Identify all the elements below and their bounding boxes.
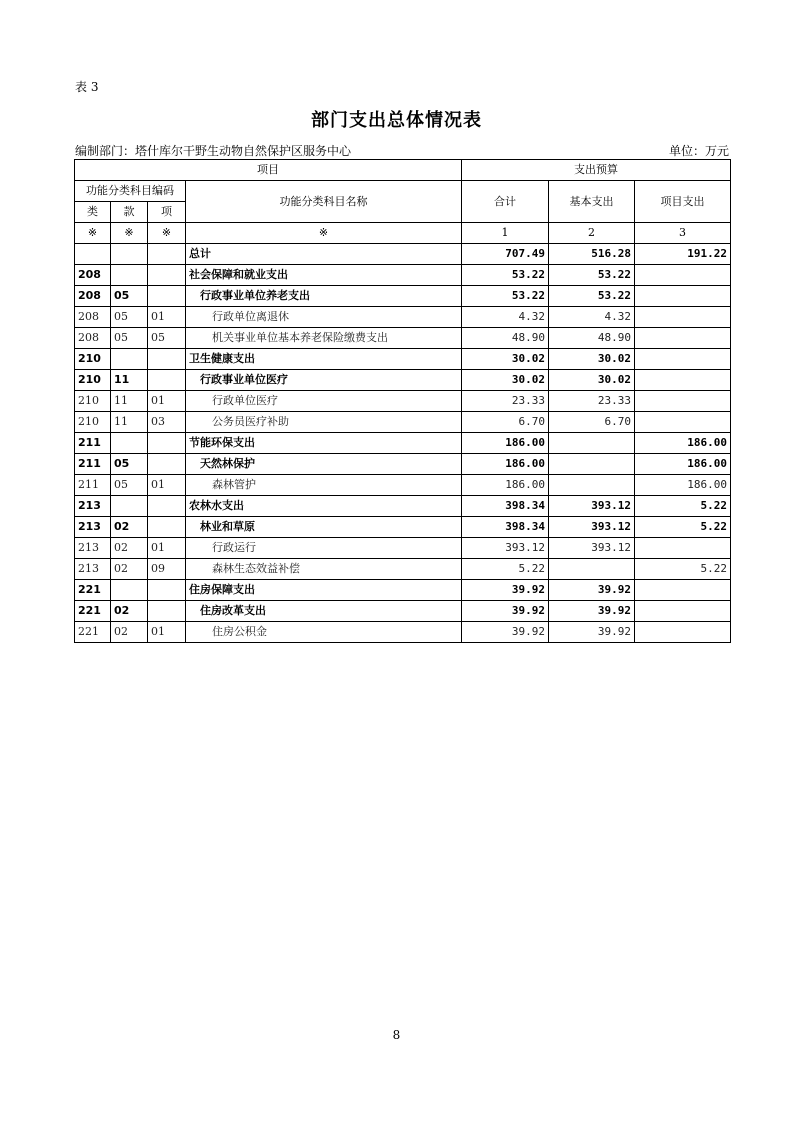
cell-xiang [148, 517, 186, 538]
table-row [75, 286, 731, 307]
header-subject-name: 功能分类科目名称 [186, 181, 462, 223]
cell-name: 住房保障支出 [186, 580, 462, 601]
cell-lei: 210 [75, 391, 111, 412]
cell-name: 行政运行 [186, 538, 462, 559]
cell-xiang [148, 286, 186, 307]
header-basic: 基本支出 [549, 181, 635, 223]
cell-name: 社会保障和就业支出 [186, 265, 462, 286]
cell-xiang: 01 [148, 538, 186, 559]
cell-total: 398.34 [462, 517, 549, 538]
cell-name: 机关事业单位基本养老保险缴费支出 [186, 328, 462, 349]
cell-name: 农林水支出 [186, 496, 462, 517]
table-row [75, 454, 731, 475]
cell-name: 行政单位离退休 [186, 307, 462, 328]
cell-lei: 213 [75, 559, 111, 580]
cell-lei: 210 [75, 349, 111, 370]
header-project: 项目 [75, 160, 462, 181]
table-row [75, 496, 731, 517]
cell-name: 森林管护 [186, 475, 462, 496]
cell-project [635, 307, 731, 328]
table-row [75, 244, 731, 265]
header-budget: 支出预算 [462, 160, 731, 181]
cell-kuan: 11 [111, 412, 148, 433]
cell-xiang [148, 433, 186, 454]
cell-xiang: 05 [148, 328, 186, 349]
cell-name: 行政单位医疗 [186, 391, 462, 412]
cell-name: 节能环保支出 [186, 433, 462, 454]
cell-lei: 213 [75, 517, 111, 538]
cell-name: 行政事业单位医疗 [186, 370, 462, 391]
cell-lei: 211 [75, 475, 111, 496]
cell-lei: 221 [75, 580, 111, 601]
cell-lei: 208 [75, 265, 111, 286]
cell-total: 186.00 [462, 475, 549, 496]
cell-project: 186.00 [635, 433, 731, 454]
cell-total: 6.70 [462, 412, 549, 433]
cell-total: 30.02 [462, 349, 549, 370]
cell-xiang [148, 265, 186, 286]
cell-name: 住房公积金 [186, 622, 462, 643]
cell-basic: 4.32 [549, 307, 635, 328]
expenditure-table [74, 159, 731, 643]
cell-total: 30.02 [462, 370, 549, 391]
cell-xiang [148, 496, 186, 517]
cell-project: 5.22 [635, 517, 731, 538]
cell-name: 天然林保护 [186, 454, 462, 475]
cell-project [635, 622, 731, 643]
cell-project [635, 412, 731, 433]
header-xiang: 项 [148, 202, 186, 223]
cell-xiang [148, 370, 186, 391]
cell-basic [549, 475, 635, 496]
cell-basic: 39.92 [549, 622, 635, 643]
cell-project [635, 391, 731, 412]
cell-name: 森林生态效益补偿 [186, 559, 462, 580]
cell-name: 林业和草原 [186, 517, 462, 538]
col-number-2: 2 [549, 223, 635, 244]
table-row [75, 538, 731, 559]
header-total: 合计 [462, 181, 549, 223]
cell-basic [549, 433, 635, 454]
cell-project [635, 580, 731, 601]
cell-basic: 48.90 [549, 328, 635, 349]
cell-kuan [111, 496, 148, 517]
cell-xiang [148, 454, 186, 475]
table-row [75, 328, 731, 349]
table-label: 表 3 [75, 80, 99, 94]
cell-kuan: 05 [111, 328, 148, 349]
cell-basic: 6.70 [549, 412, 635, 433]
cell-basic: 39.92 [549, 580, 635, 601]
cell-total: 4.32 [462, 307, 549, 328]
cell-project [635, 370, 731, 391]
cell-basic: 516.28 [549, 244, 635, 265]
cell-project [635, 286, 731, 307]
cell-basic: 39.92 [549, 601, 635, 622]
cell-total: 186.00 [462, 454, 549, 475]
page-number: 8 [392, 1028, 401, 1042]
cell-basic: 393.12 [549, 517, 635, 538]
cell-project: 5.22 [635, 559, 731, 580]
table-row [75, 265, 731, 286]
cell-total: 53.22 [462, 265, 549, 286]
page-title: 部门支出总体情况表 [311, 110, 482, 131]
unit-label: 单位：万元 [668, 144, 729, 158]
cell-kuan [111, 433, 148, 454]
cell-kuan: 11 [111, 391, 148, 412]
cell-kuan [111, 244, 148, 265]
cell-basic [549, 454, 635, 475]
cell-xiang [148, 349, 186, 370]
cell-xiang: 09 [148, 559, 186, 580]
cell-lei: 211 [75, 433, 111, 454]
cell-lei: 213 [75, 496, 111, 517]
mark-kuan: ※ [111, 223, 148, 244]
cell-lei: 213 [75, 538, 111, 559]
cell-basic: 393.12 [549, 538, 635, 559]
cell-basic: 53.22 [549, 265, 635, 286]
cell-project [635, 601, 731, 622]
cell-xiang: 01 [148, 391, 186, 412]
cell-kuan: 02 [111, 622, 148, 643]
table-row [75, 307, 731, 328]
mark-xiang: ※ [148, 223, 186, 244]
cell-lei: 221 [75, 601, 111, 622]
cell-kuan: 02 [111, 517, 148, 538]
cell-project [635, 538, 731, 559]
cell-project: 186.00 [635, 454, 731, 475]
cell-kuan: 02 [111, 538, 148, 559]
cell-kuan: 05 [111, 307, 148, 328]
cell-total: 707.49 [462, 244, 549, 265]
cell-kuan: 02 [111, 559, 148, 580]
cell-name: 总计 [186, 244, 462, 265]
cell-basic: 30.02 [549, 370, 635, 391]
cell-total: 53.22 [462, 286, 549, 307]
table-row [75, 622, 731, 643]
cell-total: 23.33 [462, 391, 549, 412]
cell-lei: 208 [75, 286, 111, 307]
cell-basic [549, 559, 635, 580]
cell-total: 393.12 [462, 538, 549, 559]
cell-kuan [111, 349, 148, 370]
cell-project [635, 349, 731, 370]
cell-total: 186.00 [462, 433, 549, 454]
cell-lei: 211 [75, 454, 111, 475]
cell-kuan: 05 [111, 475, 148, 496]
cell-project: 186.00 [635, 475, 731, 496]
table-row [75, 370, 731, 391]
cell-xiang: 01 [148, 622, 186, 643]
cell-total: 39.92 [462, 580, 549, 601]
cell-lei: 208 [75, 328, 111, 349]
cell-project [635, 328, 731, 349]
department-label: 编制部门：塔什库尔干野生动物自然保护区服务中心 [75, 144, 352, 158]
cell-project [635, 265, 731, 286]
cell-project: 191.22 [635, 244, 731, 265]
cell-project: 5.22 [635, 496, 731, 517]
table-row [75, 601, 731, 622]
cell-name: 住房改革支出 [186, 601, 462, 622]
cell-total: 5.22 [462, 559, 549, 580]
cell-basic: 53.22 [549, 286, 635, 307]
mark-name: ※ [186, 223, 462, 244]
table-row [75, 391, 731, 412]
cell-name: 公务员医疗补助 [186, 412, 462, 433]
cell-basic: 393.12 [549, 496, 635, 517]
cell-xiang [148, 244, 186, 265]
header-code-group: 功能分类科目编码 [75, 181, 186, 202]
cell-kuan [111, 580, 148, 601]
mark-lei: ※ [75, 223, 111, 244]
cell-total: 398.34 [462, 496, 549, 517]
cell-name: 卫生健康支出 [186, 349, 462, 370]
col-number-3: 3 [635, 223, 731, 244]
cell-xiang: 03 [148, 412, 186, 433]
cell-xiang [148, 580, 186, 601]
cell-kuan: 02 [111, 601, 148, 622]
cell-kuan: 05 [111, 286, 148, 307]
table-row [75, 559, 731, 580]
cell-lei: 210 [75, 412, 111, 433]
cell-kuan: 05 [111, 454, 148, 475]
cell-kuan: 11 [111, 370, 148, 391]
cell-lei [75, 244, 111, 265]
table-row [75, 349, 731, 370]
table-row [75, 412, 731, 433]
cell-xiang [148, 601, 186, 622]
cell-lei: 221 [75, 622, 111, 643]
col-number-1: 1 [462, 223, 549, 244]
cell-lei: 208 [75, 307, 111, 328]
cell-basic: 23.33 [549, 391, 635, 412]
header-kuan: 款 [111, 202, 148, 223]
cell-basic: 30.02 [549, 349, 635, 370]
cell-xiang: 01 [148, 307, 186, 328]
cell-xiang: 01 [148, 475, 186, 496]
table-row [75, 433, 731, 454]
header-project-exp: 项目支出 [635, 181, 731, 223]
table-row [75, 580, 731, 601]
header-lei: 类 [75, 202, 111, 223]
cell-total: 48.90 [462, 328, 549, 349]
cell-lei: 210 [75, 370, 111, 391]
table-row [75, 517, 731, 538]
table-row [75, 475, 731, 496]
cell-kuan [111, 265, 148, 286]
cell-name: 行政事业单位养老支出 [186, 286, 462, 307]
cell-total: 39.92 [462, 622, 549, 643]
cell-total: 39.92 [462, 601, 549, 622]
